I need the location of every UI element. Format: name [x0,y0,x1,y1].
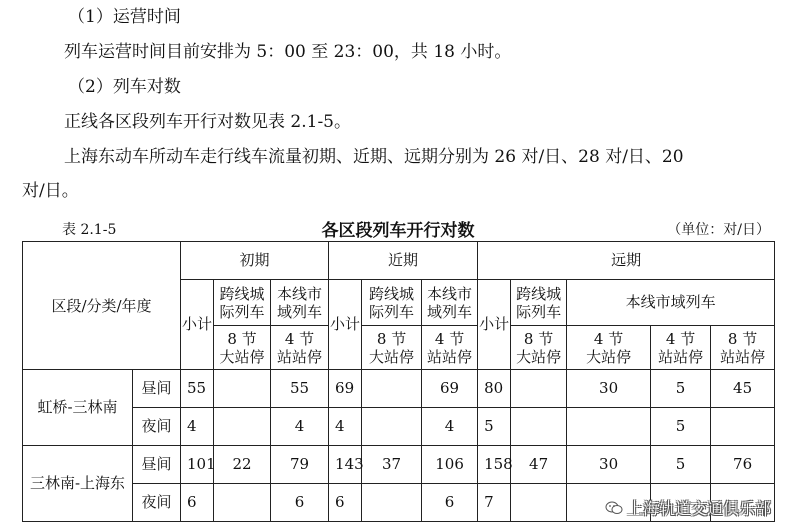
cell: 143 [329,446,362,484]
cell [362,484,422,522]
cell: 7 [478,484,511,522]
paragraph-depot-flow-line1: 上海东动车所动车走行线车流量初期、近期、远期分别为 26 对/日、28 对/日、20 [64,147,684,167]
cell: 80 [478,370,511,408]
cell [711,408,775,446]
table-row [23,370,775,408]
section-heading-operating-time: （1）运营时间 [68,7,181,27]
period-near: 近期 [329,242,478,280]
cell: 6 [329,484,362,522]
cell: 22 [214,446,271,484]
table-title: 各区段列车开行对数 [321,221,475,241]
subtotal-near: 小计 [329,280,362,370]
cell [362,408,422,446]
local-line-initial: 本线市域列车 [271,280,329,326]
cell: 79 [271,446,329,484]
paragraph-depot-flow-line2: 对/日。 [22,181,79,201]
time-night: 夜间 [133,408,181,446]
cell: 4 [181,408,214,446]
section-sanlinnan-shanghaidong: 三林南-上海东 [23,446,133,522]
cell [214,370,271,408]
time-day: 昼间 [133,446,181,484]
cross-8car-major-long: 8 节 大站停 [511,326,567,370]
cell [511,408,567,446]
cell: 5 [651,408,711,446]
cell: 4 [329,408,362,446]
cross-8car-major-near: 8 节 大站停 [362,326,422,370]
local-8car-all-long: 8 节 站站停 [711,326,775,370]
table-row [23,446,775,484]
cell [214,484,271,522]
cell [511,370,567,408]
cross-8car-major-initial: 8 节 大站停 [214,326,271,370]
cell: 158 [478,446,511,484]
cell: 6 [422,484,478,522]
period-initial: 初期 [181,242,329,280]
subtotal-long: 小计 [478,280,511,370]
time-night: 夜间 [133,484,181,522]
wechat-icon [605,501,623,515]
table-caption [22,216,774,241]
cell: 4 [422,408,478,446]
cell: 69 [422,370,478,408]
cell: 5 [478,408,511,446]
period-long: 远期 [478,242,775,280]
cell: 30 [567,370,651,408]
cross-line-long: 跨线城际列车 [511,280,567,326]
cell: 37 [362,446,422,484]
cross-line-near: 跨线城际列车 [362,280,422,326]
cross-line-initial: 跨线城际列车 [214,280,271,326]
table-unit: （单位：对/日） [667,222,770,238]
cell: 30 [567,446,651,484]
paragraph-table-reference: 正线各区段列车开行对数见表 2.1-5。 [64,112,351,132]
cell: 5 [651,370,711,408]
cell: 4 [271,408,329,446]
section-hongqiao-sanlinnan: 虹桥-三林南 [23,370,133,446]
cell: 6 [271,484,329,522]
local-line-long: 本线市域列车 [567,280,775,326]
cell: 76 [711,446,775,484]
cell: 47 [511,446,567,484]
table-row [23,408,775,446]
paragraph-operating-time: 列车运营时间目前安排为 5：00 至 23：00，共 18 小时。 [64,42,512,62]
local-line-near: 本线市域列车 [422,280,478,326]
local-4car-all-near: 4 节 站站停 [422,326,478,370]
cell: 106 [422,446,478,484]
cell [567,408,651,446]
cell: 55 [271,370,329,408]
section-heading-train-pairs: （2）列车对数 [68,77,181,97]
cell: 5 [651,446,711,484]
cell [511,484,567,522]
local-4car-all-long: 4 节 站站停 [651,326,711,370]
time-day: 昼间 [133,370,181,408]
cell: 45 [711,370,775,408]
watermark-text: 上海轨道交通俱乐部 [626,499,771,518]
table-number: 表 2.1-5 [62,222,117,238]
local-4car-major-long: 4 节 大站停 [567,326,651,370]
cell [362,370,422,408]
cell: 55 [181,370,214,408]
train-pairs-table [22,241,775,522]
cell: 6 [181,484,214,522]
local-4car-all-initial: 4 节 站站停 [271,326,329,370]
cell: 69 [329,370,362,408]
watermark [605,496,771,519]
row-header-label: 区段/分类/年度 [23,242,181,370]
cell [214,408,271,446]
cell: 101 [181,446,214,484]
subtotal-initial: 小计 [181,280,214,370]
